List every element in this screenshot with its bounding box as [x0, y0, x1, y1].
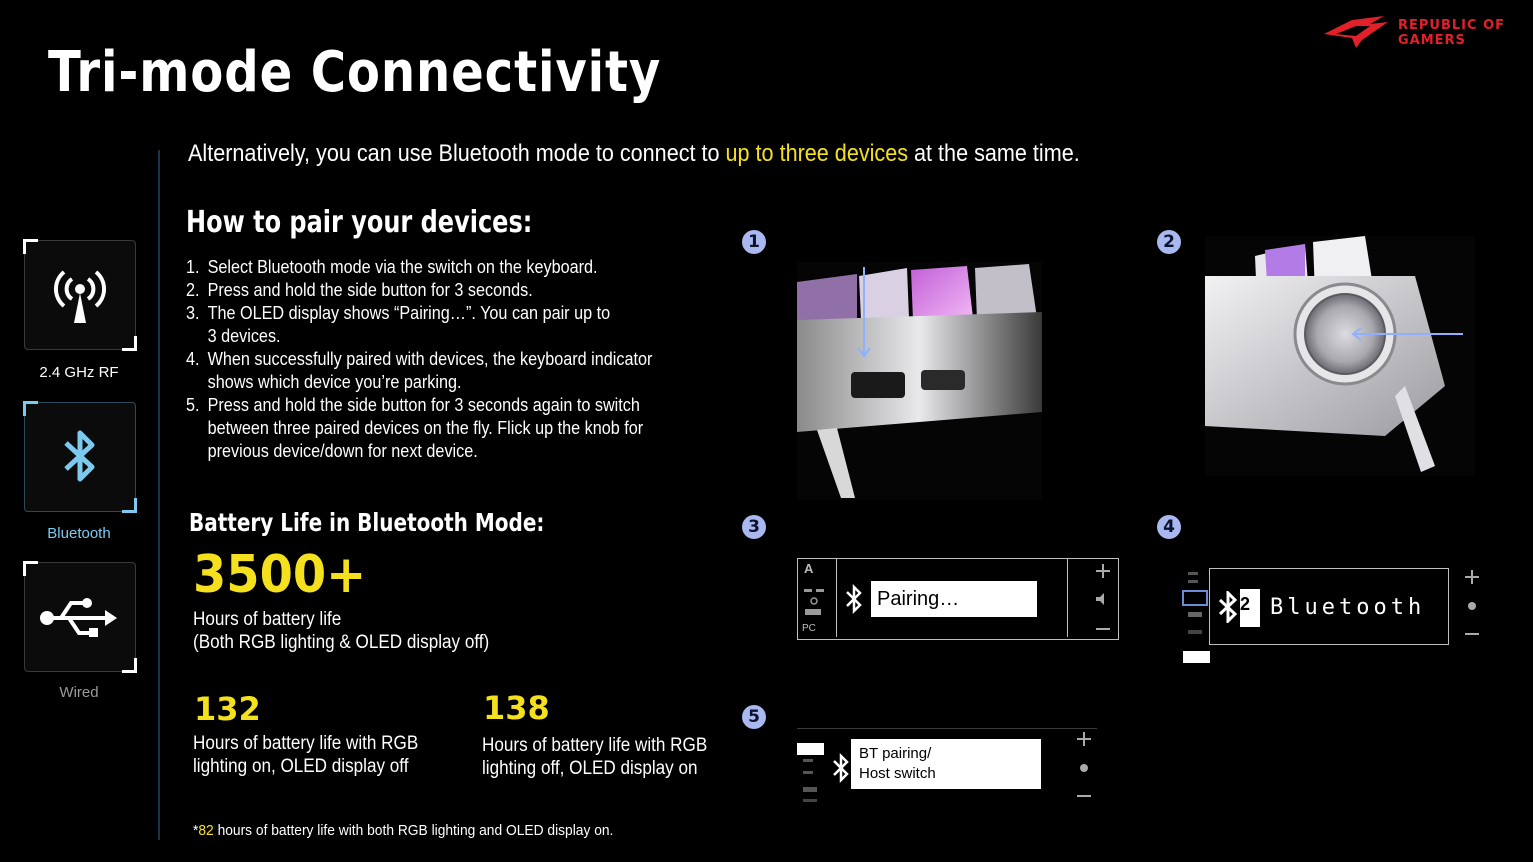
battery-main-value: 3500+ [193, 545, 367, 605]
step-badge-1: 1 [742, 230, 766, 254]
step-item: 4. When successfully paired with devices, the keyboard indicator shows which device you’re parking. [186, 349, 653, 392]
oled-device-number: 2 [1240, 589, 1260, 627]
mode-label-bluetooth: Bluetooth [47, 525, 111, 542]
step-item: 3. The OLED display shows “Pairing…”. You can pair up to 3 devices. [186, 303, 611, 346]
bluetooth-icon [830, 753, 852, 783]
white-marker [1183, 651, 1210, 663]
battery-a-value: 132 [194, 690, 261, 728]
battery-b-value: 138 [483, 689, 550, 727]
battery-footnote: *82 hours of battery life with both RGB lighting and OLED display on. [193, 822, 614, 839]
battery-heading: Battery Life in Bluetooth Mode: [189, 508, 545, 537]
step-item: 5. Press and hold the side button for 3 seconds again to switch between three paired devices on the fly. Flick up the knob for previous device/down for next device. [186, 395, 644, 461]
oled-host-switch-text: BT pairing/ Host switch [851, 739, 1041, 789]
wireless-antenna-icon [50, 265, 110, 325]
bluetooth-icon [1215, 591, 1241, 623]
oled-bluetooth-text: Bluetooth [1270, 595, 1426, 620]
logo-line-1: REPUBLIC OF [1398, 18, 1506, 33]
oled-screen [836, 559, 1068, 637]
battery-b-desc: Hours of battery life with RGB lighting off, OLED display on [482, 735, 708, 779]
step-item: 2. Press and hold the side button for 3 seconds. [186, 280, 533, 300]
mode-label-wired: Wired [59, 684, 99, 701]
oled-side-top: A [804, 561, 814, 576]
rog-logo [1322, 14, 1518, 54]
rog-eye-icon [1322, 14, 1392, 50]
mode-card-rf [24, 240, 136, 350]
step-badge-4: 4 [1157, 515, 1181, 539]
mode-label-rf: 2.4 GHz RF [39, 364, 119, 381]
bluetooth-icon [50, 425, 110, 489]
usb-icon [39, 593, 119, 643]
oled-right-controls [1457, 566, 1487, 646]
page-title: Tri-mode Connectivity [48, 40, 662, 105]
oled-display-bluetooth [1182, 566, 1487, 646]
intro-text: Alternatively, you can use Bluetooth mode to connect to up to three devices at the same time. [188, 140, 1080, 167]
howto-heading: How to pair your devices: [186, 205, 533, 240]
oled-display-host-switch [797, 728, 1097, 809]
step-badge-2: 2 [1157, 230, 1181, 254]
oled-side-bottom: PC [802, 623, 816, 634]
divider-line [158, 150, 160, 840]
steps-list [186, 256, 690, 463]
oled-display-pairing [797, 558, 1119, 640]
step-badge-5: 5 [742, 705, 766, 729]
intro-highlight: up to three devices [725, 140, 909, 167]
bluetooth-icon [843, 584, 865, 614]
oled-pairing-text: Pairing… [871, 581, 1037, 617]
mode-card-wired [24, 562, 136, 672]
oled-right-controls [1069, 729, 1099, 809]
keyboard-knob-photo [1205, 236, 1475, 476]
battery-main-desc: Hours of battery life (Both RGB lighting & OLED display off) [193, 609, 490, 653]
mode-card-bluetooth [24, 402, 136, 512]
battery-a-desc: Hours of battery life with RGB lighting on, OLED display off [193, 733, 419, 777]
oled-screen [1209, 568, 1449, 645]
device-indicator-highlight [1182, 590, 1208, 606]
step-badge-3: 3 [742, 515, 766, 539]
keyboard-switch-photo [797, 262, 1042, 500]
step-item: 1. Select Bluetooth mode via the switch on the keyboard. [186, 257, 598, 277]
white-marker [797, 743, 824, 755]
oled-status-icons [802, 587, 828, 619]
oled-status-icons [799, 757, 825, 807]
oled-status-icons [1184, 568, 1210, 644]
logo-line-2: GAMERS [1398, 33, 1466, 48]
oled-right-controls [1088, 559, 1118, 639]
